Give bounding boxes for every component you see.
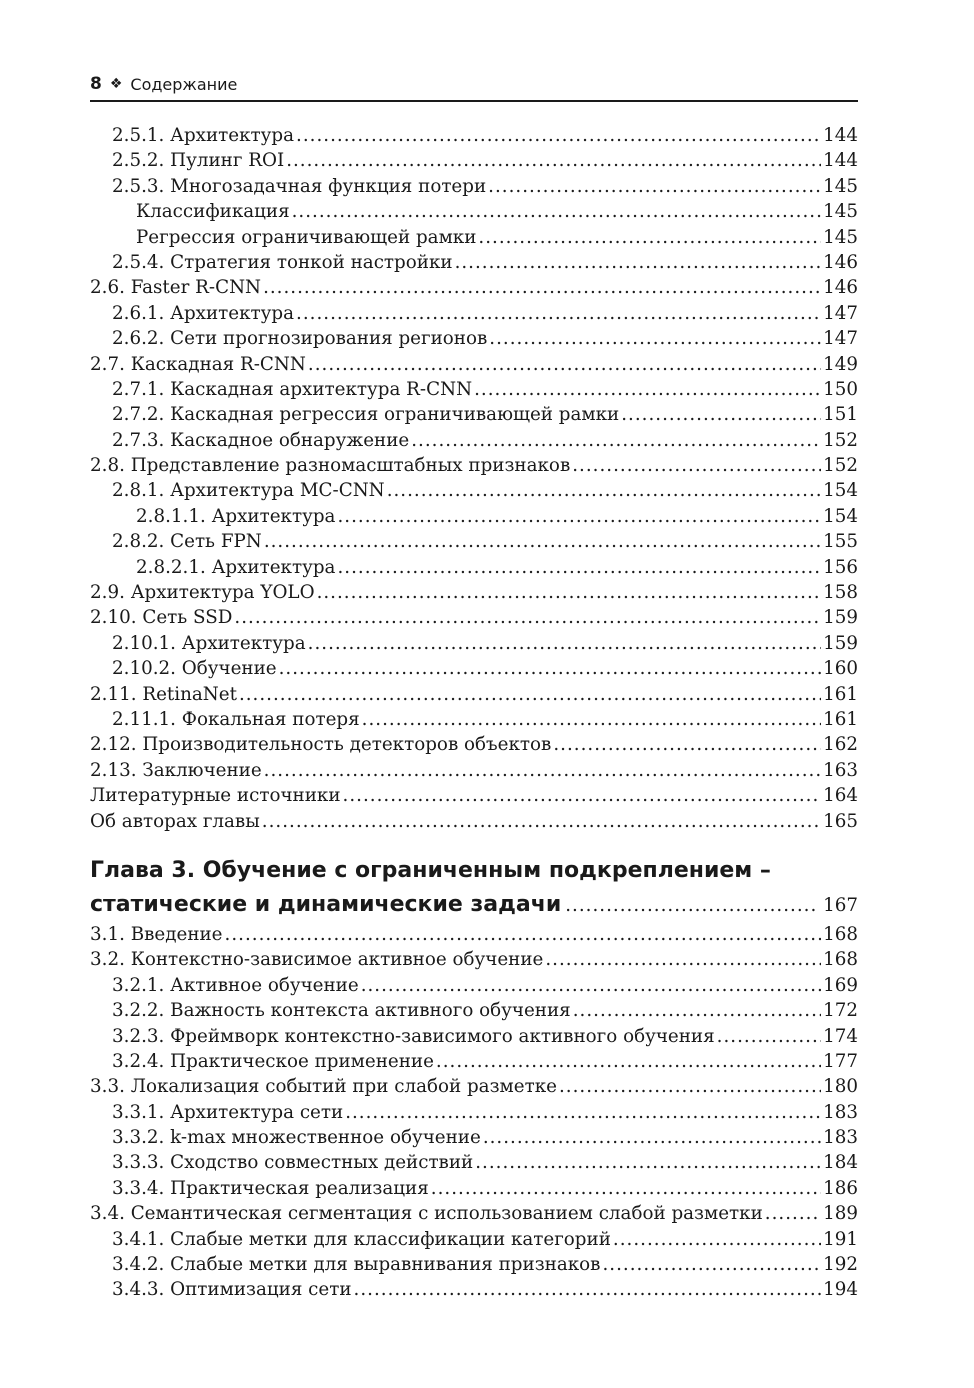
toc-entry[interactable] — [90, 758, 858, 783]
toc-entry-page: 145 — [823, 175, 858, 197]
chapter-page-number: 167 — [823, 894, 858, 916]
toc-entry-page: 147 — [823, 328, 858, 350]
dot-leader — [602, 1252, 821, 1277]
toc-entry[interactable] — [90, 453, 858, 478]
toc-entry-title: Об авторах главы — [90, 810, 260, 832]
dot-leader — [263, 275, 821, 300]
toc-entry-title: 3.2.1. Активное обучение — [112, 974, 359, 996]
toc-entry-title: 2.6. Faster R-CNN — [90, 277, 262, 299]
toc-entry[interactable] — [90, 947, 858, 972]
toc-entry[interactable] — [90, 1125, 858, 1150]
toc-entry-page: 165 — [823, 810, 858, 832]
toc-entry-title: Регрессия ограничивающей рамки — [136, 226, 477, 248]
toc-entry-page: 154 — [823, 505, 858, 527]
toc-entry-title: 2.8.1.1. Архитектура — [136, 505, 336, 527]
toc-entry-title: 3.1. Введение — [90, 923, 223, 945]
page-number: 8 — [90, 74, 102, 94]
toc-entry-page: 159 — [823, 632, 858, 654]
toc-entry[interactable] — [90, 998, 858, 1023]
toc-entry-page: 152 — [823, 429, 858, 451]
toc-entry-title: 2.5.3. Многозадачная функция потери — [112, 175, 487, 197]
toc-entry[interactable] — [90, 1150, 858, 1175]
toc-entry-page: 159 — [823, 607, 858, 629]
toc-entry-title: 2.13. Заключение — [90, 759, 262, 781]
toc-entry[interactable] — [90, 123, 858, 148]
toc-entry[interactable] — [90, 1201, 858, 1226]
toc-entry[interactable] — [90, 225, 858, 250]
dot-leader — [436, 1049, 821, 1074]
toc-entry-page: 194 — [823, 1279, 858, 1301]
toc-entry[interactable] — [90, 1074, 858, 1099]
toc-entry[interactable] — [90, 250, 858, 275]
toc-entry-title: 2.5.1. Архитектура — [112, 125, 295, 146]
dot-leader — [765, 1201, 821, 1226]
toc-entry[interactable] — [90, 428, 858, 453]
toc-entry-page: 161 — [823, 708, 858, 730]
toc-entry-page: 168 — [823, 949, 858, 971]
toc-entry-title: 2.8. Представление разномасштабных признаков — [90, 455, 571, 477]
dot-leader — [489, 326, 821, 351]
toc-entry-page: 186 — [823, 1177, 858, 1199]
toc-entry-page: 163 — [823, 759, 858, 781]
toc-entry[interactable] — [90, 377, 858, 402]
dot-leader — [354, 1277, 822, 1302]
toc-entry-page: 184 — [823, 1152, 858, 1174]
toc-entry-page: 174 — [823, 1025, 858, 1047]
toc-entry-page: 191 — [823, 1228, 858, 1250]
dot-leader — [483, 1125, 821, 1150]
toc-entry-title: 3.2.3. Фреймворк контекстно-зависимого активного обучения — [112, 1025, 715, 1047]
dot-leader — [613, 1227, 821, 1252]
toc-entry-title: 2.7.1. Каскадная архитектура R-CNN — [112, 378, 473, 400]
toc-entry[interactable] — [90, 174, 858, 199]
toc-entry[interactable] — [90, 1049, 858, 1074]
toc-entry[interactable] — [90, 682, 858, 707]
toc-entry[interactable] — [90, 148, 858, 173]
toc-entry[interactable] — [90, 1252, 858, 1277]
toc-entry-title: 2.8.1. Архитектура MC-CNN — [112, 480, 385, 502]
toc-entry-page: 151 — [823, 404, 858, 426]
toc-entry-title: 2.6.2. Сети прогнозирования регионов — [112, 328, 488, 350]
toc-entry[interactable] — [90, 529, 858, 554]
toc-entry-title: 2.7. Каскадная R-CNN — [90, 353, 306, 375]
toc-entry[interactable] — [90, 301, 858, 326]
toc-entry-page: 180 — [823, 1076, 858, 1098]
toc-entry-page: 177 — [823, 1050, 858, 1072]
dot-leader — [362, 707, 821, 732]
dot-leader — [262, 809, 821, 834]
dot-leader — [296, 301, 821, 326]
toc-entry-title: 3.3.3. Сходство совместных действий — [112, 1152, 474, 1174]
toc-entry-page: 189 — [823, 1203, 858, 1225]
toc-entry[interactable] — [90, 199, 858, 224]
dot-leader — [478, 225, 821, 250]
toc-entry-title: Литературные источники — [90, 785, 341, 807]
toc-entry-title: 3.4.2. Слабые метки для выравнивания признаков — [112, 1254, 601, 1276]
toc-entry-title: Классификация — [136, 201, 290, 223]
toc-entry-page: 169 — [823, 974, 858, 996]
toc-section-chapter3 — [90, 922, 858, 1303]
toc-entry-title: 3.3. Локализация событий при слабой разметке — [90, 1076, 557, 1098]
dot-leader — [239, 682, 821, 707]
toc-entry-title: 3.4.3. Оптимизация сети — [112, 1279, 352, 1301]
dot-leader — [621, 402, 821, 427]
toc-entry[interactable] — [90, 732, 858, 757]
toc-entry[interactable] — [90, 656, 858, 681]
toc-entry-title: 2.9. Архитектура YOLO — [90, 582, 315, 604]
chapter-heading[interactable] — [90, 854, 858, 922]
toc-entry-title: 2.11. RetinaNet — [90, 683, 237, 705]
dot-leader — [431, 1176, 821, 1201]
toc-entry-title: 2.12. Производительность детекторов объектов — [90, 734, 552, 756]
dot-leader — [292, 199, 821, 224]
dot-leader — [474, 377, 821, 402]
chapter-title-line2-row — [90, 888, 858, 922]
toc-entry-page: 150 — [823, 378, 858, 400]
toc-entry-title: 2.5.2. Пулинг ROI — [112, 150, 285, 172]
toc-entry[interactable] — [90, 631, 858, 656]
chapter-title-line1: Глава 3. Обучение с ограниченным подкреплением – — [90, 857, 771, 883]
dot-leader — [545, 947, 821, 972]
toc-entry[interactable] — [90, 504, 858, 529]
toc-entry-page: 162 — [823, 734, 858, 756]
dot-leader — [455, 250, 822, 275]
dot-leader — [264, 529, 821, 554]
dot-leader — [361, 973, 821, 998]
toc-entry-page: 145 — [823, 226, 858, 248]
toc-entry[interactable] — [90, 1100, 858, 1125]
toc-entry-page: 164 — [823, 785, 858, 807]
toc-entry-title: 2.11.1. Фокальная потеря — [112, 708, 360, 730]
toc-entry-page: 144 — [823, 150, 858, 172]
table-of-contents — [90, 123, 858, 1303]
toc-entry-title: 2.5.4. Стратегия тонкой настройки — [112, 251, 453, 273]
toc-entry-page: 192 — [823, 1254, 858, 1276]
toc-entry[interactable] — [90, 973, 858, 998]
dot-leader — [225, 922, 822, 947]
toc-entry-page: 183 — [823, 1101, 858, 1123]
dot-leader — [234, 605, 821, 630]
dot-leader — [572, 453, 821, 478]
toc-entry-title: 2.8.2.1. Архитектура — [136, 556, 336, 578]
toc-entry-page: 144 — [823, 125, 858, 146]
toc-entry[interactable] — [90, 1024, 858, 1049]
toc-entry-title: 2.10.1. Архитектура — [112, 632, 306, 654]
running-title: Содержание — [130, 74, 238, 94]
toc-entry-page: 155 — [823, 531, 858, 553]
toc-entry-title: 2.6.1. Архитектура — [112, 302, 295, 324]
dot-leader — [573, 998, 821, 1023]
dot-leader — [286, 148, 821, 173]
toc-entry-page: 152 — [823, 455, 858, 477]
toc-entry-title: 3.4.1. Слабые метки для классификации категорий — [112, 1228, 611, 1250]
toc-entry[interactable] — [90, 326, 858, 351]
toc-entry-page: 161 — [823, 683, 858, 705]
dot-leader — [264, 758, 821, 783]
toc-entry[interactable] — [90, 922, 858, 947]
toc-entry[interactable] — [90, 275, 858, 300]
dot-leader — [387, 478, 821, 503]
toc-entry-page: 160 — [823, 658, 858, 680]
toc-entry-title: 3.2.4. Практическое применение — [112, 1050, 434, 1072]
toc-entry-page: 183 — [823, 1127, 858, 1149]
dot-leader — [337, 555, 821, 580]
toc-entry[interactable] — [90, 783, 858, 808]
toc-entry-page: 145 — [823, 201, 858, 223]
dot-leader — [565, 889, 819, 923]
toc-entry-page: 146 — [823, 251, 858, 273]
dot-leader — [717, 1024, 821, 1049]
toc-entry-title: 3.2.2. Важность контекста активного обучения — [112, 1000, 571, 1022]
toc-entry[interactable] — [90, 1277, 858, 1302]
toc-entry-title: 3.2. Контекстно-зависимое активное обучение — [90, 949, 544, 971]
dot-leader — [411, 428, 821, 453]
dot-leader — [475, 1150, 821, 1175]
toc-entry[interactable] — [90, 580, 858, 605]
dot-leader — [279, 656, 821, 681]
toc-entry-title: 2.7.2. Каскадная регрессия ограничивающей рамки — [112, 404, 620, 426]
dot-leader — [308, 631, 821, 656]
toc-entry-title: 2.8.2. Сеть FPN — [112, 531, 262, 553]
dot-leader — [308, 352, 821, 377]
toc-entry-page: 158 — [823, 582, 858, 604]
toc-entry-title: 2.7.3. Каскадное обнаружение — [112, 429, 410, 451]
toc-entry[interactable] — [90, 1176, 858, 1201]
toc-entry-title: 2.10.2. Обучение — [112, 658, 277, 680]
toc-entry-page: 154 — [823, 480, 858, 502]
dot-leader — [343, 783, 822, 808]
toc-entry-page: 156 — [823, 556, 858, 578]
dot-leader — [559, 1074, 821, 1099]
toc-entry[interactable] — [90, 352, 858, 377]
toc-entry-title: 3.4. Семантическая сегментация с использованием слабой разметки — [90, 1203, 763, 1225]
dot-leader — [345, 1100, 821, 1125]
toc-entry-page: 147 — [823, 302, 858, 324]
dot-leader — [553, 732, 821, 757]
toc-entry[interactable] — [90, 478, 858, 503]
dot-leader — [317, 580, 822, 605]
toc-entry[interactable] — [90, 1227, 858, 1252]
toc-entry-title: 2.10. Сеть SSD — [90, 607, 233, 629]
toc-entry[interactable] — [90, 707, 858, 732]
toc-entry-page: 172 — [823, 1000, 858, 1022]
dot-leader — [296, 123, 821, 148]
toc-entry-title: 3.3.1. Архитектура сети — [112, 1101, 344, 1123]
chapter-title-line2: статические и динамические задачи — [90, 891, 562, 917]
page-header — [90, 72, 858, 102]
toc-entry[interactable] — [90, 809, 858, 834]
toc-entry-page: 168 — [823, 923, 858, 945]
toc-entry[interactable] — [90, 605, 858, 630]
ornament-icon: ❖ — [109, 76, 123, 92]
dot-leader — [488, 174, 821, 199]
toc-entry-page: 149 — [823, 353, 858, 375]
toc-section-chapter2 — [90, 123, 858, 834]
toc-entry-title: 3.3.4. Практическая реализация — [112, 1177, 429, 1199]
toc-entry-page: 146 — [823, 277, 858, 299]
toc-entry-title: 3.3.2. k-max множественное обучение — [112, 1127, 481, 1149]
dot-leader — [337, 504, 821, 529]
toc-entry[interactable] — [90, 555, 858, 580]
toc-entry[interactable] — [90, 402, 858, 427]
